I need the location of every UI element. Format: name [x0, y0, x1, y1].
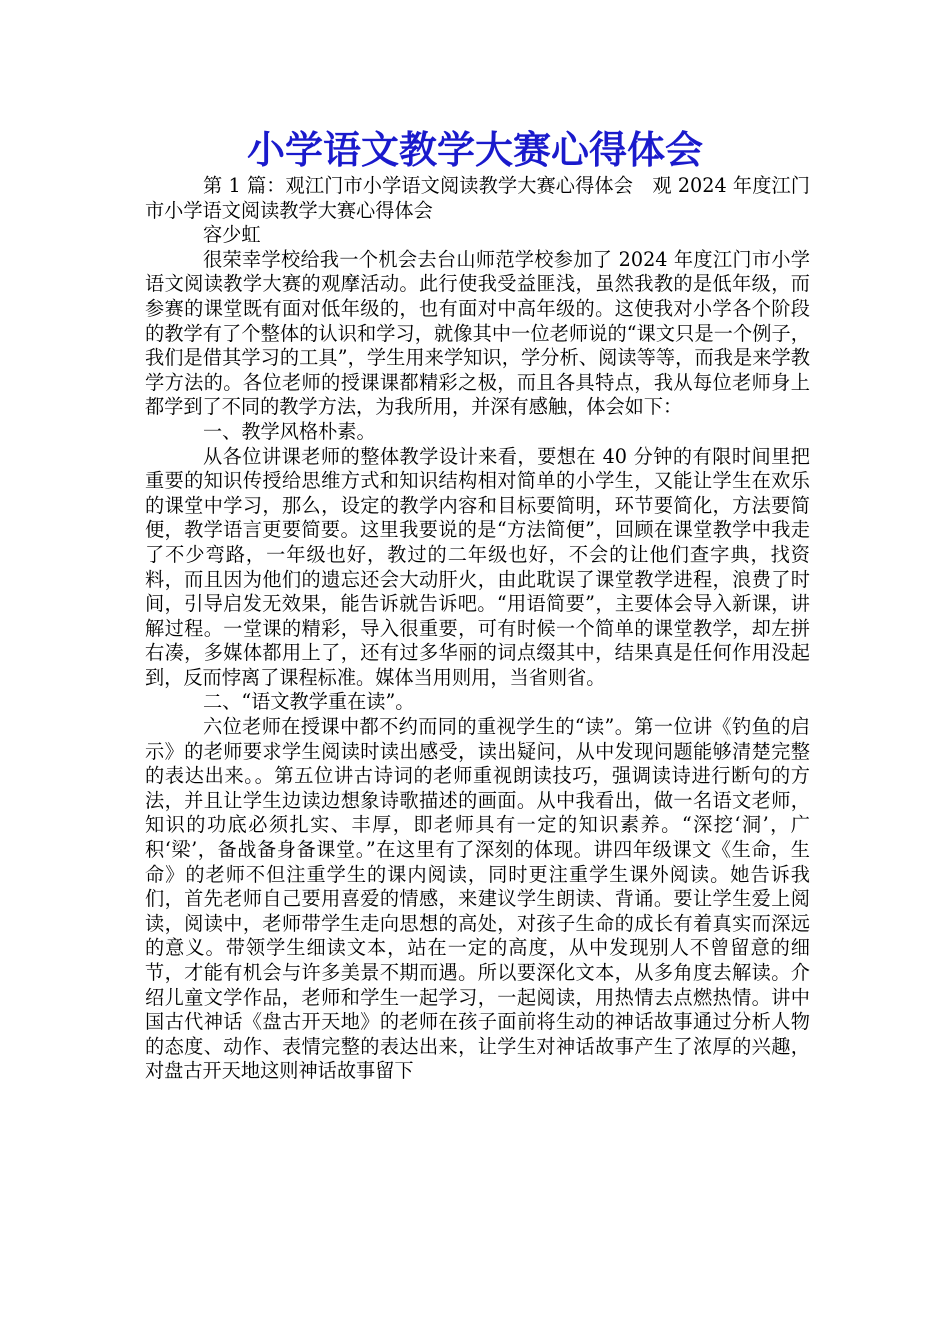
author-name: 容少虹: [203, 223, 261, 247]
body-paragraph: 从各位讲课老师的整体教学设计来看，要想在 40 分钟的有限时间里把重要的知识传授给思维方式和知识结构相对简单的小学生，又能让学生在欢乐的课堂中学习，那么，设定的教学内容和目标要简明，环节要简化，方法要简便，教学语言更要简要。这里我要说的是“方法简便”，回顾在课堂教学中我走了不少弯路，一年级也好，教过的二年级也好，不会的让他们查字典，找资料，而且因为他们的遗忘还会大动肝火，由此耽误了课堂教学进程，浪费了时间，引导启发无效果，能告诉就告诉吧。“用语简要”，主要体会导入新课，讲解过程。一堂课的精彩，导入很重要，可有时候一个简单的课堂教学，却左拼右凑，多媒体都用上了，还有过多华丽的词点缀其中，结果真是任何作用没起到，反而悖离了课程标准。媒体当用则用，当省则省。: [145, 444, 810, 689]
document-title: 小学语文教学大赛心得体会: [246, 127, 703, 172]
section-heading: 一、教学风格朴素。: [203, 419, 376, 443]
article-heading: 第 1 篇：观江门市小学语文阅读教学大赛心得体会 观 2024 年度江门市小学语文阅读教学大赛心得体会: [145, 174, 810, 222]
section-heading: 二、“语文教学重在读”。: [203, 690, 415, 714]
body-paragraph: 很荣幸学校给我一个机会去台山师范学校参加了 2024 年度江门市小学语文阅读教学大赛的观摩活动。此行使我受益匪浅，虽然我教的是低年级，而参赛的课堂既有面对低年级的，也有面对中高年级的。这使我对小学各个阶段的教学有了个整体的认识和学习，就像其中一位老师说的“课文只是一个例子，我们是借其学习的工具”，学生用来学知识，学分析、阅读等等，而我是来学教学方法的。各位老师的授课课都精彩之极，而且各具特点，我从每位老师身上都学到了不同的教学方法，为我所用，并深有感触，体会如下：: [145, 247, 810, 419]
document-body: [145, 174, 810, 1084]
body-paragraph: 六位老师在授课中都不约而同的重视学生的“读”。第一位讲《钓鱼的启示》的老师要求学生阅读时读出感受，读出疑问，从中发现问题能够清楚完整的表达出来。。第五位讲古诗词的老师重视朗读技巧，强调读诗进行断句的方法，并且让学生边读边想象诗歌描述的画面。从中我看出，做一名语文老师，知识的功底必须扎实、丰厚，即老师具有一定的知识素养。“深挖‘洞’，广积‘梁’，备战备身备课堂。”在这里有了深刻的体现。讲四年级课文《生命，生命》的老师不但注重学生的课内阅读，同时更注重学生课外阅读。她告诉我们，首先老师自己要用喜爱的情感，来建议学生朗读、背诵。要让学生爱上阅读，阅读中，老师带学生走向思想的高处，对孩子生命的成长有着真实而深远的意义。带领学生细读文本，站在一定的高度，从中发现别人不曾留意的细节，才能有机会与许多美景不期而遇。所以要深化文本，从多角度去解读。介绍儿童文学作品，老师和学生一起学习，一起阅读，用热情去点燃热情。讲中国古代神话《盘古开天地》的老师在孩子面前将生动的神话故事通过分析人物的态度、动作、表情完整的表达出来，让学生对神话故事产生了浓厚的兴趣，对盘古开天地这则神话故事留下: [145, 715, 810, 1083]
